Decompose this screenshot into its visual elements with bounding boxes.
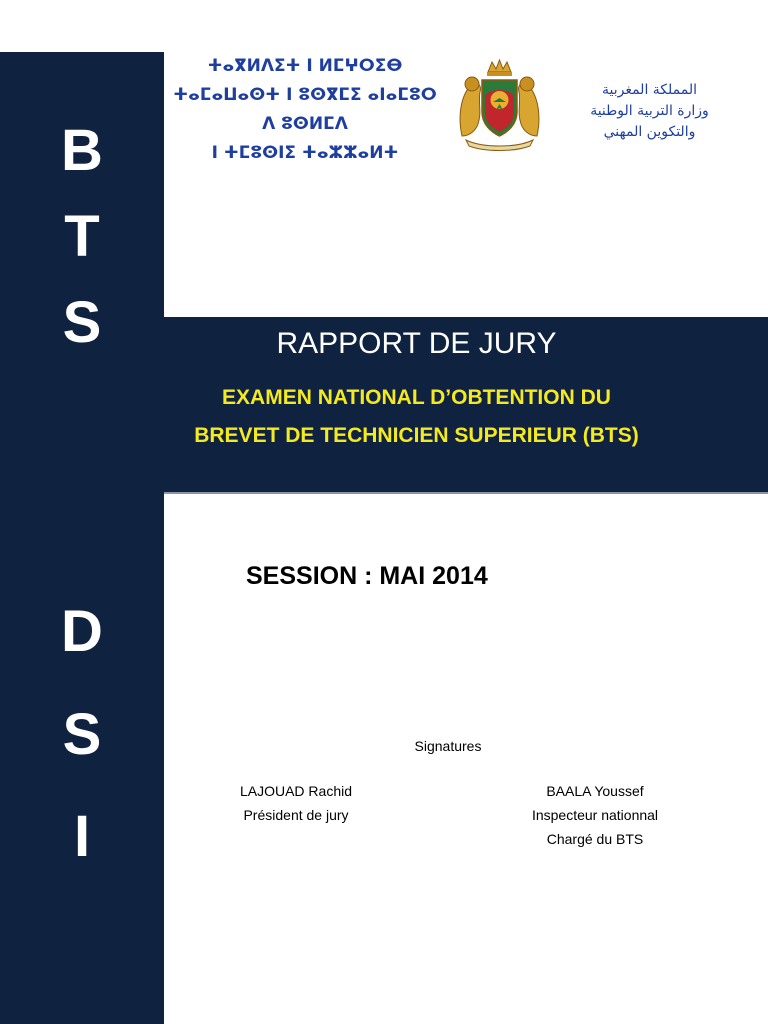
- sidebar-band: [0, 52, 164, 1024]
- arabic-line: وزارة التربية الوطنية: [590, 103, 709, 119]
- inspector-role: Inspecteur nationnal: [531, 807, 659, 823]
- exam-subtitle-line1: EXAMEN NATIONAL D’OBTENTION DU: [222, 386, 611, 409]
- arabic-line: والتكوين المهني: [603, 124, 696, 140]
- exam-subtitle: [164, 379, 669, 455]
- tifinagh-line: ⴷ ⵓⵙⵍⵎⴷ: [262, 114, 348, 134]
- tifinagh-line: ⵜⴰⴳⵍⴷⵉⵜ ⵏ ⵍⵎⵖⵔⵉⴱ: [207, 56, 403, 76]
- session-label: SESSION : MAI 2014: [246, 562, 488, 590]
- arabic-line: المملكة المغربية: [601, 82, 698, 98]
- president-role: Président de jury: [243, 807, 349, 823]
- coat-of-arms-icon: [452, 58, 547, 153]
- inspector-name: BAALA Youssef: [546, 783, 644, 799]
- exam-subtitle-line2: BREVET DE TECHNICIEN SUPERIEUR (BTS): [194, 424, 639, 447]
- tifinagh-line: ⵏ ⵜⵎⵓⵙⵏⵉ ⵜⴰⵣⵣⴰⵍⵜ: [211, 143, 399, 163]
- sidebar-letter-i: I: [73, 804, 91, 869]
- sidebar-letter-s: S: [62, 290, 102, 355]
- report-title: RAPPORT DE JURY: [276, 327, 557, 360]
- sidebar-letter-t: T: [64, 204, 100, 269]
- tifinagh-line: ⵜⴰⵎⴰⵡⴰⵙⵜ ⵏ ⵓⵙⴳⵎⵉ ⴰⵏⴰⵎⵓⵔ: [173, 85, 437, 105]
- president-name: LAJOUAD Rachid: [239, 783, 353, 799]
- tifinagh-ministry-name: [170, 52, 440, 168]
- sidebar-letter-s2: S: [62, 702, 102, 767]
- sidebar-letter-b: B: [61, 118, 103, 183]
- signature-inspector: [500, 779, 690, 851]
- inspector-role-bts: Chargé du BTS: [546, 831, 644, 847]
- title-banner: [164, 317, 768, 494]
- arabic-ministry-name: [572, 80, 727, 143]
- sidebar-letter-d: D: [61, 599, 103, 664]
- signature-president: [210, 779, 382, 827]
- signatures-heading: Signatures: [414, 738, 482, 754]
